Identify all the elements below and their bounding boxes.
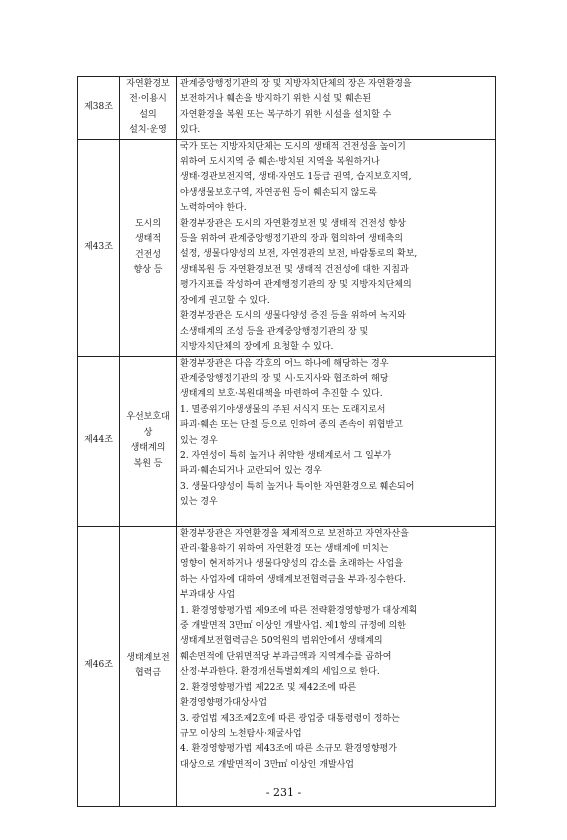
content-line: 평가지표를 작성하여 관계행정기관의 장 및 지방자치단체의 <box>180 280 412 291</box>
content-line: 생태복원 등 자연환경보전 및 생태적 건전성에 대한 지침과 <box>180 264 409 275</box>
content-line: 중 개발면적 3만㎡ 이상인 개발사업. 제1항의 규정에 의한 <box>180 621 406 632</box>
content-line: 장에게 권고할 수 있다. <box>180 295 270 306</box>
table-row <box>78 356 496 526</box>
heading-line: 우선보호대 <box>126 412 170 423</box>
content-line: 위하여 도시지역 중 훼손·방치된 지역을 복원하거나 <box>180 157 380 168</box>
content-line: 환경부장관은 도시의 생물다양성 증진 등을 위하여 녹지와 <box>180 311 406 322</box>
content-line: 생태·경관보전지역, 생태·자연도 1등급 권역, 습지보호지역, <box>180 172 412 183</box>
table-row <box>78 526 496 806</box>
content-line: 생태계의 보호·복원대책을 마련하여 추진할 수 있다. <box>180 389 383 400</box>
article-number-cell: 제43조 <box>78 139 120 356</box>
law-summary-table <box>77 76 496 807</box>
heading-line: 향상 등 <box>133 265 163 276</box>
heading-line: 설의 <box>139 109 157 120</box>
content-line: 관리·활용하기 위하여 자연환경 또는 생태계에 미치는 <box>180 544 389 555</box>
content-line: 자연환경을 복원 또는 복구하기 위한 시설을 설치할 수 <box>180 109 392 120</box>
content-line: 소생태계의 조성 등을 관계중앙행정기관의 장 및 <box>180 326 369 337</box>
content-line: 지방자치단체의 장에게 요청할 수 있다. <box>180 341 334 352</box>
content-line: 2. 환경영향평가법 제22조 및 제42조에 따른 <box>180 682 357 693</box>
content-line: 3. 광업법 제3조제2호에 따른 광업중 대통령령이 정하는 <box>180 713 400 724</box>
content-line: 환경부장관은 자연환경을 체계적으로 보전하고 자연자산을 <box>180 528 409 539</box>
article-content-cell <box>177 139 496 356</box>
content-line: 환경부장관은 다음 각호의 어느 하나에 해당하는 경우 <box>180 358 389 369</box>
content-line: 영향이 현저하거나 생물다양성의 감소를 초래하는 사업을 <box>180 559 403 570</box>
article-number-cell: 제38조 <box>78 77 120 140</box>
content-line: 4. 환경영향평가법 제43조에 따른 소규모 환경영향평가 <box>180 744 397 755</box>
content-line: 1. 환경영향평가법 제9조에 따른 전략환경영향평가 대상계획 <box>180 605 418 616</box>
content-line: 생태계보전협력금은 50억원의 범위안에서 생태계의 <box>180 636 383 647</box>
content-line: 하는 사업자에 대하여 생태계보전협력금을 부과·징수한다. <box>180 574 406 585</box>
heading-line: 설치·운영 <box>129 125 167 136</box>
content-line: 2. 자연성이 특히 높거나 취약한 생태계로서 그 일부가 <box>180 451 392 462</box>
content-line: 파괴·훼손되거나 교란되어 있는 경우 <box>180 466 322 477</box>
table-row <box>78 77 496 140</box>
content-line: 있는 경우 <box>180 435 218 446</box>
content-line: 훼손면적에 단위면적당 부과금액과 지역계수를 곱하여 <box>180 651 392 662</box>
content-line: 환경영향평가대상사업 <box>180 698 267 709</box>
content-line: 관계중앙행정기관의 장 및 지방자치단체의 장은 자연환경을 <box>180 79 412 89</box>
content-line: 규모 이상의 노천탐사·채굴사업 <box>180 728 302 739</box>
content-line: 등을 위하여 관계중앙행정기관의 장과 협의하여 생태축의 <box>180 234 403 245</box>
article-content-cell <box>177 526 496 806</box>
content-line: 부과대상 사업 <box>180 590 236 601</box>
content-line: 노력하여야 한다. <box>180 203 247 214</box>
article-heading-cell <box>120 77 177 140</box>
heading-line: 생태적 <box>134 234 162 245</box>
article-number-cell: 제46조 <box>78 526 120 806</box>
heading-line: 자연환경보 <box>126 79 170 89</box>
heading-line: 복원 등 <box>133 458 163 469</box>
article-number-cell: 제44조 <box>78 356 120 526</box>
content-line: 환경부장관은 도시의 자연환경보전 및 생태적 건전성 향상 <box>180 218 406 229</box>
article-content-cell <box>177 77 496 140</box>
content-line: 3. 생물다양성이 특히 높거나 특이한 자연환경으로 훼손되어 <box>180 481 415 492</box>
heading-line: 전·이용시 <box>129 94 167 105</box>
article-content-cell <box>177 356 496 526</box>
heading-line: 도시의 <box>134 218 162 229</box>
heading-line: 상 <box>143 427 153 438</box>
content-line: 보전하거나 훼손을 방지하기 위한 시설 및 훼손된 <box>180 94 372 105</box>
content-line: 있는 경우 <box>180 497 218 508</box>
content-line: 관계중앙행정기관의 장 및 시·도지사와 협조하여 해당 <box>180 374 389 385</box>
page-number: - 231 - <box>265 786 302 799</box>
heading-line: 건전성 <box>134 249 162 260</box>
article-heading-cell <box>120 526 177 806</box>
heading-line: 생태계보전 <box>126 652 170 663</box>
table-row <box>78 139 496 356</box>
content-line: 국가 또는 지방자치단체는 도시의 생태적 건전성을 높이기 <box>180 141 406 152</box>
content-line: 대상으로 개발면적이 3만㎡ 이상인 개발사업 <box>180 759 354 770</box>
content-line: 야생생물보호구역, 자연공원 등이 훼손되지 않도록 <box>180 187 377 198</box>
heading-line: 협력금 <box>134 668 162 679</box>
content-line: 있다. <box>180 125 201 136</box>
content-line: 1. 멸종위기야생생물의 주된 서식지 또는 도래지로서 <box>180 404 386 415</box>
heading-line: 생태계의 <box>130 443 166 454</box>
content-line: 산정·부과한다. 환경개선특별회계의 세입으로 한다. <box>180 667 380 678</box>
article-heading-cell <box>120 139 177 356</box>
content-line: 파괴·훼손 또는 단절 등으로 인하여 종의 존속이 위협받고 <box>180 420 403 431</box>
content-line: 설정, 생물다양성의 보전, 자연경관의 보전, 바람통로의 확보, <box>180 249 418 260</box>
article-heading-cell <box>120 356 177 526</box>
